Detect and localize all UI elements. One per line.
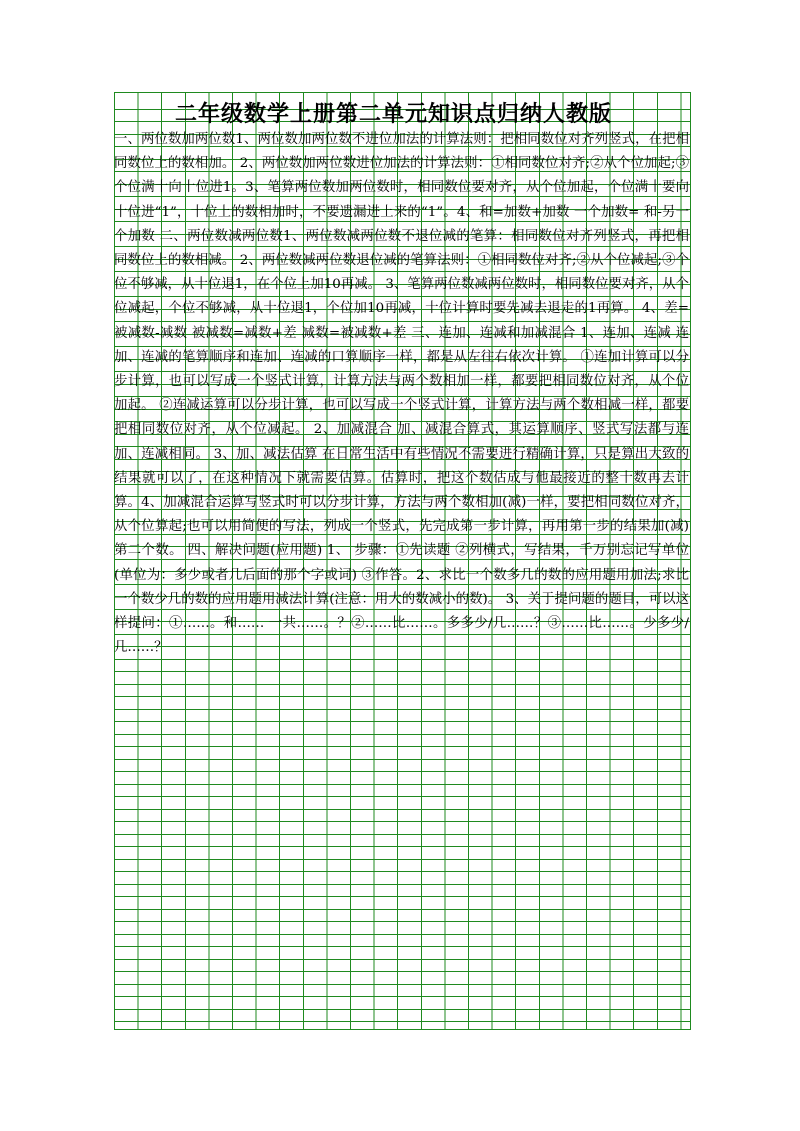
document-title: 二年级数学上册第二单元知识点归纳人教版: [175, 101, 613, 127]
document-body: 一、两位数加两位数1、两位数加两位数不进位加法的计算法则：把相同数位对齐列竖式，在把相同数位上的数相加。 2、两位数加两位数进位加法的计算法则：①相同数位对齐;②从个位加起;③个位满十向十位进1。3、笔算两位数加两位数时，相同数位要对齐，从个位加起，个位满十要向十位进“1”，十位上的数相加时，不要遗漏进上来的“1”。4、和=加数+加数 一个加数= 和-另一个加数 二、两位数减两位数1、两位数减两位数不退位减的笔算：相同数位对齐列竖式，再把相同数位上的数相减。 2、两位数减两位数退位减的笔算法则：①相同数位对齐;②从个位减起;③个位不够减，从十位退1，在个位上加10再减。 3、笔算两位数减两位数时，相同数位要对齐，从个位减起，个位不够减，从十位退1，个位加10再减，十位计算时要先减去退走的1再算。 4、差=被减数-减数 被减数=减数+差 减数=被减数+差 三、连加、连减和加减混合 1、连加、连减 连加、连减的笔算顺序和连加、连减的口算顺序一样，都是从左往右依次计算。 ①连加计算可以分步计算，也可以写成一个竖式计算，计算方法与两个数相加一样，都要把相同数位对齐，从个位加起。 ②连减运算可以分步计算，也可以写成一个竖式计算，计算方法与两个数相减一样，都要把相同数位对齐，从个位减起。 2、加减混合 加、减混合算式，其运算顺序、竖式写法都与连加、连减相同。 3、加、减法估算 在日常生活中有些情况不需要进行精确计算，只是算出大致的结果就可以了，在这种情况下就需要估算。估算时，把这个数估成与他最接近的整十数再去计算。4、加减混合运算写竖式时可以分步计算，方法与两个数相加(减)一样，要把相同数位对齐，从个位算起;也可以用简便的写法，列成一个竖式，先完成第一步计算，再用第一步的结果加(减)第二个数。 四、解决问题(应用题) 1、 步骤：①先读题 ②列横式，写结果，千万别忘记写单位(单位为：多少或者几后面的那个字或词) ③作答。2、求比一个数多几的数的应用题用加法;求比一个数少几的数的应用题用减法计算(注意：用大的数减小的数)。 3、关于提问题的题目，可以这样提问：①……。和…… 一共……。？②……比……。多多少/几……？③……比……。少多少/几……？: [114, 132, 689, 656]
